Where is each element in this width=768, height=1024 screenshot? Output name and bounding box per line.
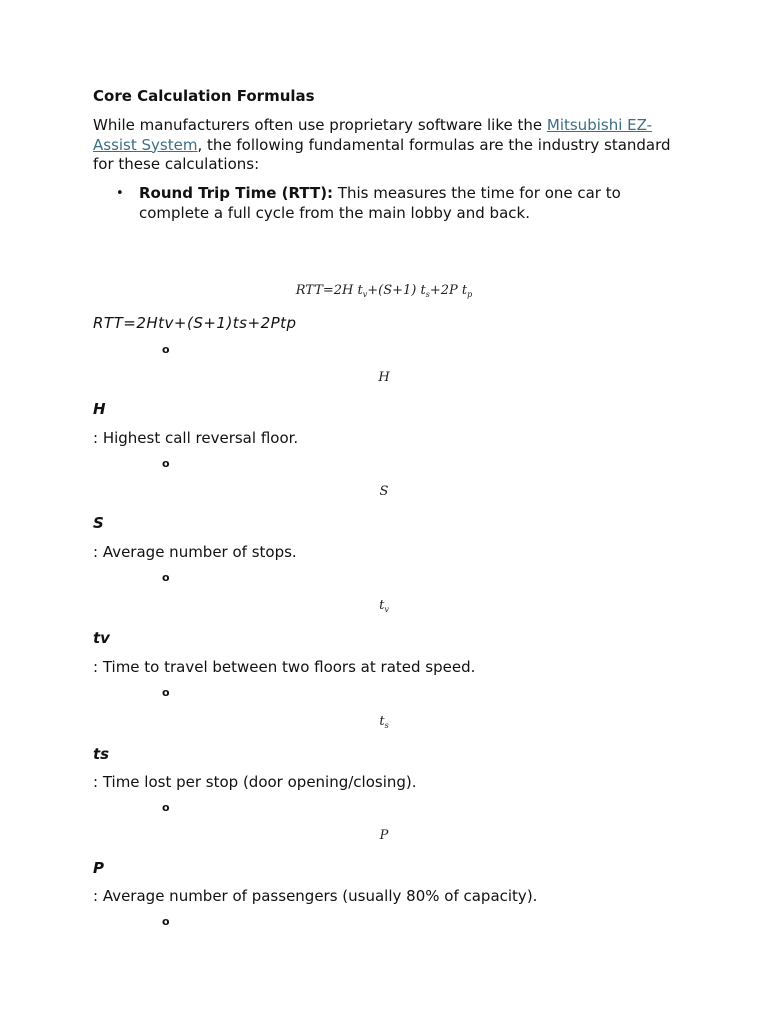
variable-symbol: t <box>379 714 385 729</box>
variable-subscript: v <box>384 605 389 614</box>
variable-desc-tv: : Time to travel between two floors at rated speed. <box>93 658 476 676</box>
variable-display-s <box>0 484 768 500</box>
formula-subscript: v <box>362 290 368 299</box>
variable-symbol: S <box>379 484 389 499</box>
variable-display-tv <box>0 598 768 614</box>
sub-bullet-marker: o <box>162 801 170 814</box>
rtt-bullet-label: Round Trip Time (RTT): <box>139 184 334 202</box>
formula-part: +(S+1) t <box>367 283 426 298</box>
variable-inline-tv: tv <box>93 629 110 647</box>
intro-text-before: While manufacturers often use proprietary software like the <box>93 116 547 134</box>
sub-bullet-marker: o <box>162 915 170 928</box>
variable-display-ts <box>0 714 768 730</box>
formula-subscript: s <box>425 290 430 299</box>
variable-desc-ts: : Time lost per stop (door opening/closing). <box>93 773 417 791</box>
sub-bullet-marker: o <box>162 686 170 699</box>
variable-desc-p: : Average number of passengers (usually 80% of capacity). <box>93 887 538 905</box>
intro-paragraph <box>93 116 683 175</box>
variable-display-p <box>0 828 768 844</box>
section-heading: Core Calculation Formulas <box>93 87 315 105</box>
variable-inline-s: S <box>93 514 104 532</box>
variable-inline-p: P <box>93 859 104 877</box>
formula-part: RTT=2H t <box>295 283 363 298</box>
variable-desc-h: : Highest call reversal floor. <box>93 429 299 447</box>
bullet-marker: • <box>116 186 124 201</box>
variable-inline-h: H <box>93 400 106 418</box>
sub-bullet-marker: o <box>162 457 170 470</box>
rtt-bullet-text: This measures the time for one car to complete a full cycle from the main lobby and back. <box>139 184 621 222</box>
rtt-formula-inline: RTT=2Htv+(S+1)ts+2Ptp <box>93 314 297 332</box>
variable-desc-s: : Average number of stops. <box>93 543 297 561</box>
variable-symbol: H <box>378 370 390 385</box>
rtt-formula-display <box>0 283 768 299</box>
intro-text-after: , the following fundamental formulas are the industry standard for these calculations: <box>93 135 671 173</box>
mitsubishi-link[interactable]: Mitsubishi EZ-Assist System <box>93 116 653 154</box>
variable-display-h <box>0 370 768 386</box>
variable-inline-ts: ts <box>93 745 110 763</box>
rtt-bullet <box>139 184 684 223</box>
formula-part: +2P t <box>429 283 468 298</box>
variable-symbol: t <box>379 598 385 613</box>
sub-bullet-marker: o <box>162 571 170 584</box>
sub-bullet-marker: o <box>162 343 170 356</box>
formula-subscript: p <box>467 290 473 299</box>
variable-symbol: P <box>379 828 389 843</box>
variable-subscript: s <box>384 721 389 730</box>
